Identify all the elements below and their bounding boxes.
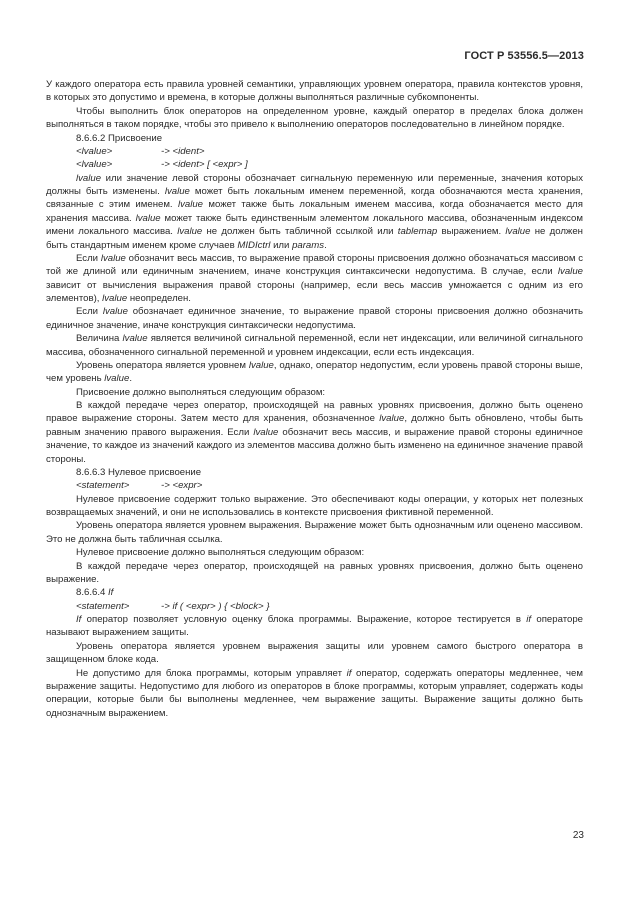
- paragraph-lvalue-magnitude: Величина lvalue является величиной сигнальной переменной, если нет индексации, или величиной сигнального массива, обозначенного сигнальной переменной и уровнем индексации, если есть индексация.: [46, 333, 583, 358]
- page-number: 23: [572, 830, 584, 841]
- syntax-lhs: <lvalue>: [76, 145, 113, 157]
- syntax-rule: [46, 479, 583, 492]
- section-heading-8664: 8.6.6.4 If: [76, 587, 114, 599]
- paragraph-if-restrictions: Не допустимо для блока программы, которым управляет if оператор, содержать операторы медленнее, чем выражение защиты. Недопустимо для любого из операторов в блоке программы, которым управляет, содержать коды операции, которые были бы выполнены медленнее, чем выражение защиты. Выражение защиты должно быть однозначным выражением.: [46, 667, 583, 719]
- syntax-lhs: <statement>: [76, 480, 130, 492]
- syntax-lhs: <lvalue>: [76, 159, 113, 171]
- section-heading-8663: 8.6.6.3 Нулевое присвоение: [76, 466, 202, 478]
- paragraph-null-execution-intro: Нулевое присвоение должно выполняться следующим образом:: [76, 547, 365, 559]
- syntax-rhs: -> <expr>: [161, 480, 203, 492]
- paragraph-null-level: Уровень оператора является уровнем выражения. Выражение может быть однозначным или оценено массивом. Это не должна быть табличная ссылка.: [46, 520, 583, 545]
- syntax-rhs: -> <ident>: [161, 145, 205, 157]
- syntax-rhs: -> <ident> [ <expr> ]: [161, 159, 248, 171]
- intro-paragraph-1: У каждого оператора есть правила уровней семантики, управляющих уровнем оператора, правила контекстов уровня, в которых это допустимо и времена, в которые должны выполняться различные субкомпоненты.: [46, 79, 583, 104]
- paragraph-null-execution-rules: В каждой передаче через оператор, происходящей на равных уровнях присвоения, должно быть оценено выражение.: [46, 560, 583, 585]
- syntax-lhs: <statement>: [76, 600, 130, 612]
- syntax-rule: [46, 145, 583, 158]
- section-heading-8662: 8.6.6.2 Присвоение: [76, 132, 163, 144]
- syntax-rule: [46, 600, 583, 613]
- syntax-rhs: -> if ( <expr> ) { <block> }: [161, 600, 270, 612]
- document-header: ГОСТ Р 53556.5—2013: [464, 50, 584, 62]
- paragraph-if-definition: If оператор позволяет условную оценку блока программы. Выражение, которое тестируется в if операторе называют выражением защиты.: [46, 614, 583, 639]
- document-body: [46, 78, 583, 720]
- paragraph-lvalue-definition: lvalue или значение левой стороны обозначает сигнальную переменную или переменные, значения которых должны быть изменены. lvalue может быть локальным именем переменной, когда обозначаются места хранения, связанные с этим именем. lvalue может также быть локальным именем массива, когда обозначается место для хранения массива. lvalue может также быть единственным элементом локального массива, обозначенным индексом имени локального массива. lvalue не должен быть табличной ссылкой или tablemap выражением. lvalue не должен быть стандартным именем кроме случаев MIDIctrl или params.: [46, 172, 583, 251]
- paragraph-execution-rules: В каждой передаче через оператор, происходящей на равных уровнях присвоения, должно быть оценено правое выражение стороны. Затем место для хранения, обозначенное lvalue, должно быть обновлено, чтобы быть равным значению правого выражения. Если lvalue обозначит весь массив, и выражение правой стороны единичное значение, то каждое из значений каждого из элементов массива должно быть изменено на единичное значение правой стороны.: [46, 400, 584, 465]
- syntax-rule: [46, 158, 583, 171]
- paragraph-execution-intro: Присвоение должно выполняться следующим образом:: [76, 386, 326, 398]
- paragraph-statement-level: Уровень оператора является уровнем lvalue, однако, оператор недопустим, если уровень правой стороны выше, чем уровень lvalue.: [46, 359, 583, 385]
- paragraph-null-assignment: Нулевое присвоение содержит только выражение. Это обеспечивают коды операции, у которых нет полезных возвращаемых значений, и они не использовались в контексте присвоения фиктивной переменной.: [46, 493, 583, 518]
- intro-paragraph-2: Чтобы выполнить блок операторов на определенном уровне, каждый оператор в пределах блока должен выполняться в таком порядке, чтобы это привело к выполнению операторов последовательно в линейном порядке.: [46, 105, 583, 131]
- paragraph-if-level: Уровень оператора является уровнем выражения защиты или уровнем самого быстрого оператора в защищенном блоке кода.: [46, 640, 583, 666]
- paragraph-array-assignment: Если lvalue обозначит весь массив, то выражение правой стороны присвоения должно обозначаться массивом с той же длиной или единичным значением, иначе конструкция синтаксически недопустима. В случае, если lvalue зависит от вычисления выражения правой стороны (например, если весь массив умножается с одним из его элементов), lvalue неопределен.: [46, 252, 583, 304]
- paragraph-single-value: Если lvalue обозначает единичное значение, то выражение правой стороны присвоения должно обозначить единичное значение, иначе конструкция синтаксически недопустима.: [46, 306, 583, 331]
